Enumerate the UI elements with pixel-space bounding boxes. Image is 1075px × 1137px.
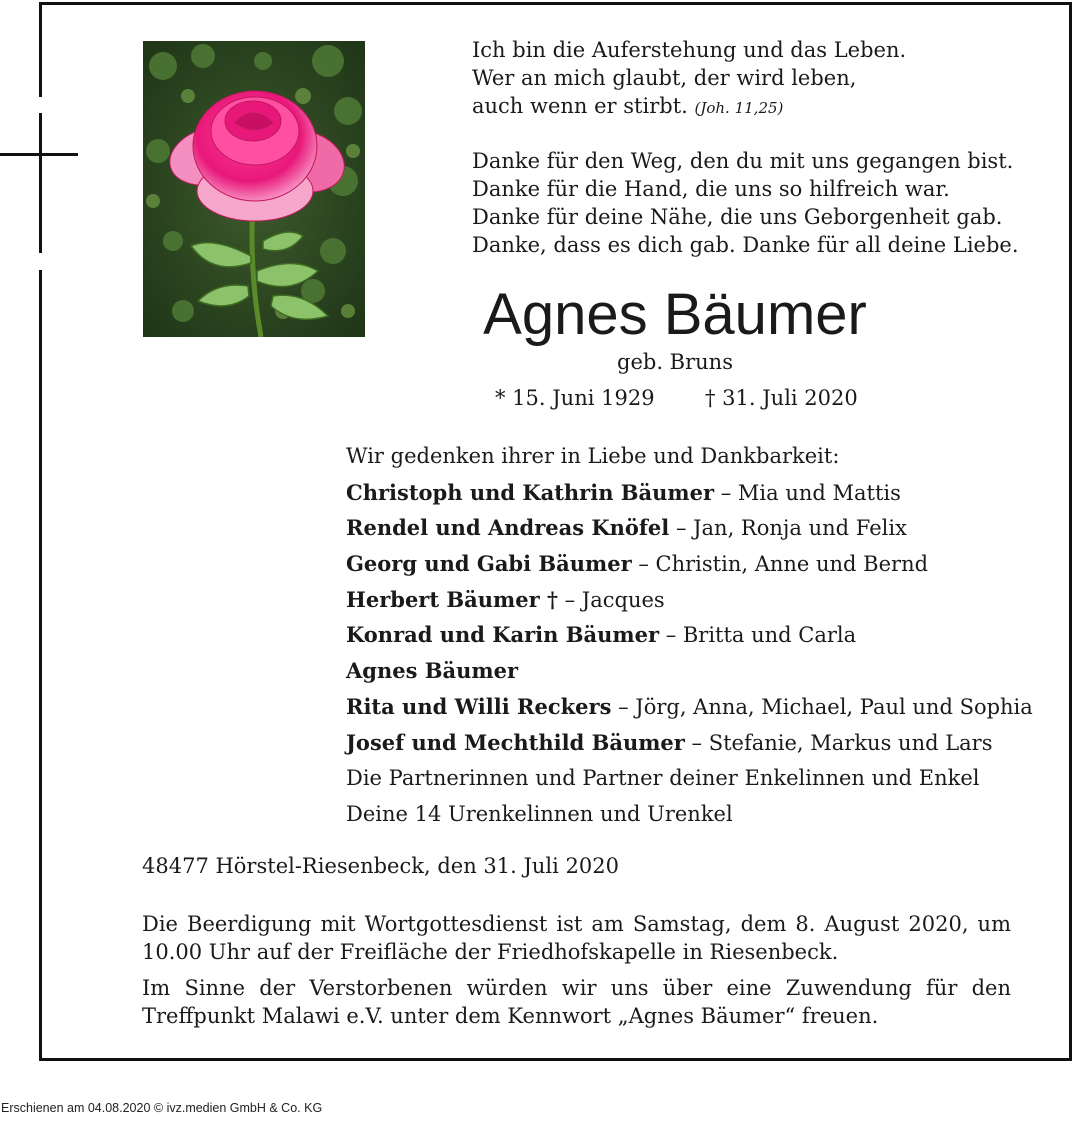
verse-line: auch wenn er stirbt. (Joh. 11,25) (472, 94, 784, 118)
thanks-line: Danke, dass es dich gab. Danke für all deine Liebe. (472, 233, 1019, 257)
mourner-row: Herbert Bäumer † – Jacques (346, 586, 665, 612)
mourner-row: Josef und Mechthild Bäumer – Stefanie, Markus und Lars (346, 729, 993, 755)
mourner-row: Deine 14 Urenkelinnen und Urenkel (346, 801, 733, 826)
maiden-name: geb. Bruns (617, 350, 733, 374)
frame-right-border (1069, 2, 1072, 1061)
mourner-row: Konrad und Karin Bäumer – Britta und Carla (346, 622, 857, 648)
mourner-row: Christoph und Kathrin Bäumer – Mia und Mattis (346, 479, 901, 505)
publication-footer: Erschienen am 04.08.2020 © ivz.medien GmbH & Co. KG (1, 1101, 323, 1115)
mourner-row: Rita und Willi Reckers – Jörg, Anna, Michael, Paul und Sophia (346, 693, 1033, 719)
thanks-line: Danke für die Hand, die uns so hilfreich war. (472, 177, 950, 201)
place-and-date: 48477 Hörstel-Riesenbeck, den 31. Juli 2020 (142, 854, 619, 878)
cross-icon (0, 153, 78, 156)
frame-bottom-border (39, 1058, 1072, 1061)
verse-citation: (Joh. 11,25) (694, 99, 784, 117)
mourner-row: Georg und Gabi Bäumer – Christin, Anne und Bernd (346, 551, 929, 577)
rose-photo (143, 41, 365, 337)
frame-left-border (39, 2, 42, 97)
frame-top-border (39, 2, 1072, 5)
scripture-verse (472, 36, 1032, 122)
frame-left-border (39, 270, 42, 1061)
mourner-row: Rendel und Andreas Knöfel – Jan, Ronja und Felix (346, 515, 907, 541)
mourner-row: Die Partnerinnen und Partner deiner Enkelinnen und Enkel (346, 766, 980, 791)
verse-line: Wer an mich glaubt, der wird leben, (472, 66, 857, 90)
mourner-row: Agnes Bäumer (346, 658, 519, 684)
thanks-poem (472, 147, 1032, 259)
funeral-info: Die Beerdigung mit Wortgottesdienst ist am Samstag, dem 8. August 2020, um 10.00 Uhr auf der Freifläche der Friedhofskapelle in Riesenbeck. (142, 912, 1011, 964)
cross-vertical (39, 113, 42, 253)
death-date: † 31. Juli 2020 (705, 386, 858, 410)
deceased-name: Agnes Bäumer (483, 282, 867, 347)
mourners-list (346, 441, 1046, 834)
verse-line: Ich bin die Auferstehung und das Leben. (472, 38, 907, 62)
birth-date: * 15. Juni 1929 (495, 386, 655, 410)
thanks-line: Danke für deine Nähe, die uns Geborgenheit gab. (472, 205, 1003, 229)
thanks-line: Danke für den Weg, den du mit uns gegangen bist. (472, 149, 1014, 173)
mourners-intro: Wir gedenken ihrer in Liebe und Dankbarkeit: (346, 444, 840, 468)
donation-request: Im Sinne der Verstorbenen würden wir uns über eine Zuwendung für den Treffpunkt Malawi e.V. unter dem Kennwort „Agnes Bäumer“ freuen. (142, 976, 1011, 1028)
